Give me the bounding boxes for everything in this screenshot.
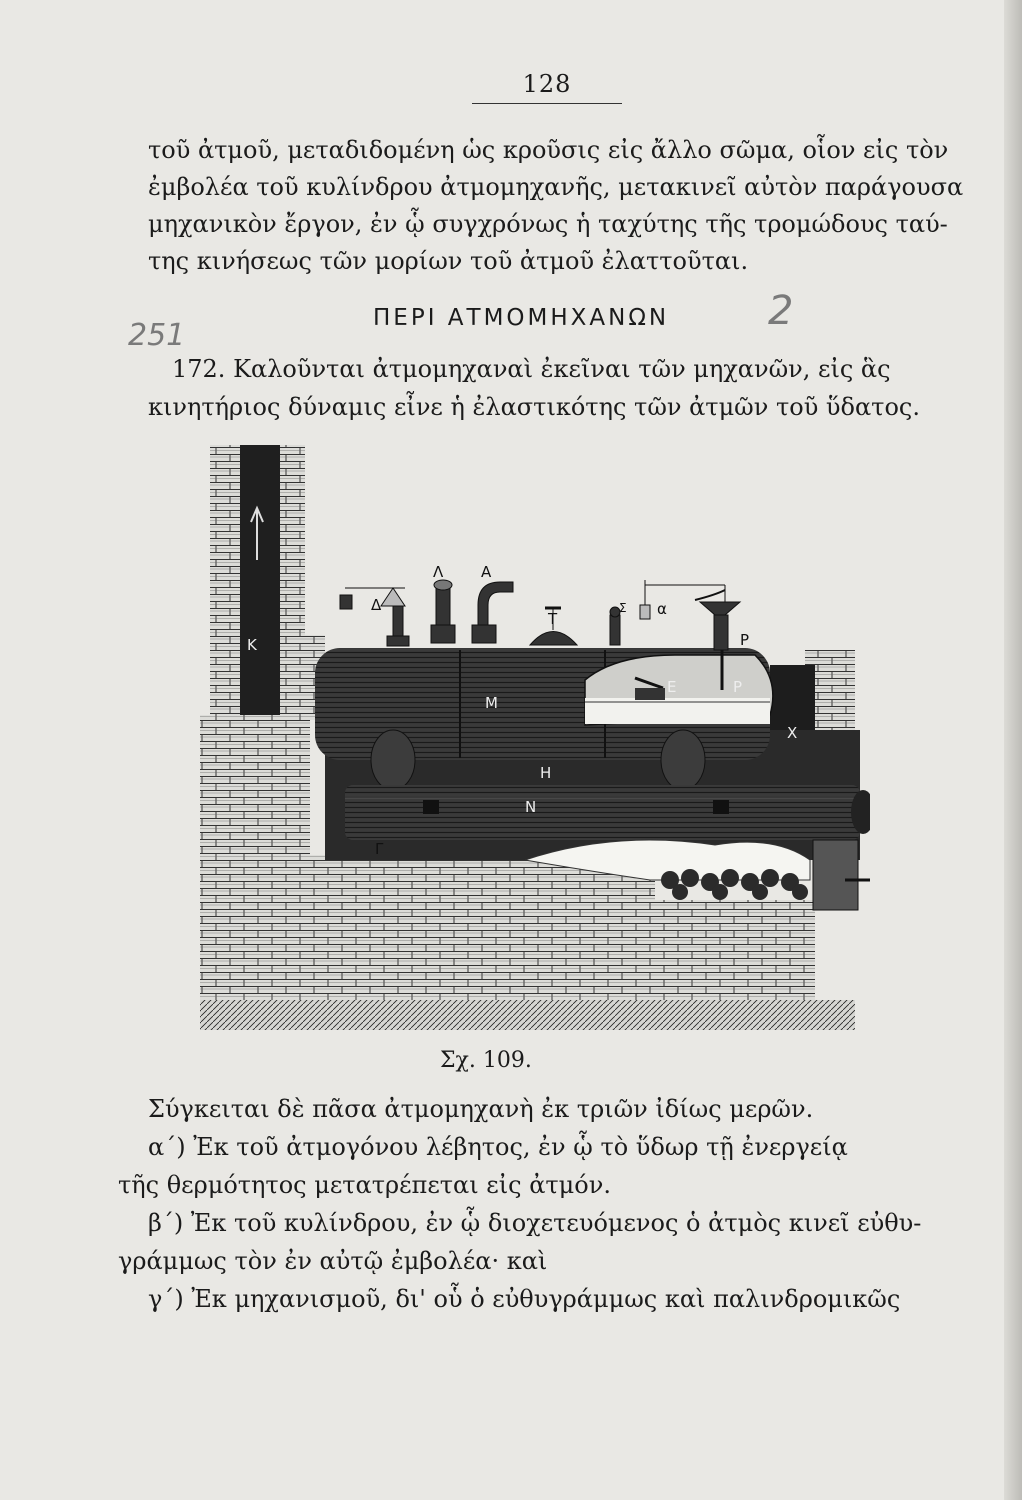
text-line: τοῦ ἀτμοῦ, μεταδιδομένη ὡς κροῦσις εἰς ἄλλο σῶμα, οἷον εἰς τὸν xyxy=(148,136,949,164)
figure-label: Ε xyxy=(667,678,677,696)
text-line: β΄) Ἐκ τοῦ κυλίνδρου, ἐν ᾧ διοχετευόμενος ὁ ἀτμὸς κινεῖ εὐθυ- xyxy=(148,1209,922,1237)
margin-note-left: 251 xyxy=(128,318,186,353)
text-line: κινητήριος δύναμις εἶνε ἡ ἐλαστικότης τῶν ἀτμῶν τοῦ ὕδατος. xyxy=(148,393,920,421)
text-line: μηχανικὸν ἔργον, ἐν ᾧ συγχρόνως ἡ ταχύτης τῆς τρομώδους ταύ- xyxy=(148,210,948,238)
page-number: 128 xyxy=(522,70,572,98)
text-line: γράμμως τὸν ἐν αὐτῷ ἐμβολέα· καὶ xyxy=(118,1247,548,1275)
chimney-flue xyxy=(240,445,280,720)
figure-label: Μ xyxy=(485,694,498,712)
figure-label: Γ xyxy=(375,840,384,858)
section-heading: ΠΕΡΙ ΑΤΜΟΜΗΧΑΝΩΝ xyxy=(373,305,670,331)
page-edge xyxy=(1004,0,1022,1500)
text-line: Σύγκειται δὲ πᾶσα ἀτμομηχανὴ ἐκ τριῶν ἰδίως μερῶν. xyxy=(148,1095,814,1123)
figure-label: Ν xyxy=(525,798,537,816)
text-line: α΄) Ἐκ τοῦ ἀτμογόνου λέβητος, ἐν ᾧ τὸ ὕδωρ τῇ ἐνεργείᾳ xyxy=(148,1133,848,1161)
foundation-brickwork xyxy=(200,855,655,1015)
steam-boiler-figure xyxy=(195,440,870,1035)
figure-label: Ρ xyxy=(740,631,750,649)
figure-label: Λ xyxy=(433,563,444,581)
figure-label: Σ xyxy=(619,601,627,615)
figure-label: Α xyxy=(481,563,492,581)
figure-label: Η xyxy=(540,764,552,782)
figure-label: Τ xyxy=(548,610,558,628)
text-line: τῆς θερμότητος μετατρέπεται εἰς ἀτμόν. xyxy=(118,1171,611,1199)
text-line: γ΄) Ἐκ μηχανισμοῦ, δι' οὗ ὁ εὐθυγράμμως καὶ παλινδρομικῶς xyxy=(148,1285,901,1313)
page-number-rule xyxy=(472,103,622,104)
text-line: της κινήσεως τῶν μορίων τοῦ ἀτμοῦ ἐλαττοῦται. xyxy=(148,247,749,275)
figure-label: α xyxy=(657,600,667,618)
lower-boiler xyxy=(345,785,860,840)
ash-pit-brickwork xyxy=(655,900,815,1000)
text-line: ἐμβολέα τοῦ κυλίνδρου ἀτμομηχανῆς, μετακινεῖ αὐτὸν παράγουσα xyxy=(148,173,964,201)
figure-label: Δ xyxy=(371,596,382,614)
margin-note-right: 2 xyxy=(768,288,794,334)
figure-label: Κ xyxy=(247,636,257,654)
figure-caption: Σχ. 109. xyxy=(440,1048,532,1073)
figure-label: Χ xyxy=(787,724,798,742)
text-line: 172. Καλοῦνται ἀτμομηχαναὶ ἐκεῖναι τῶν μηχανῶν, εἰς ἃς xyxy=(172,355,891,383)
figure-label: Ρ xyxy=(733,678,743,696)
